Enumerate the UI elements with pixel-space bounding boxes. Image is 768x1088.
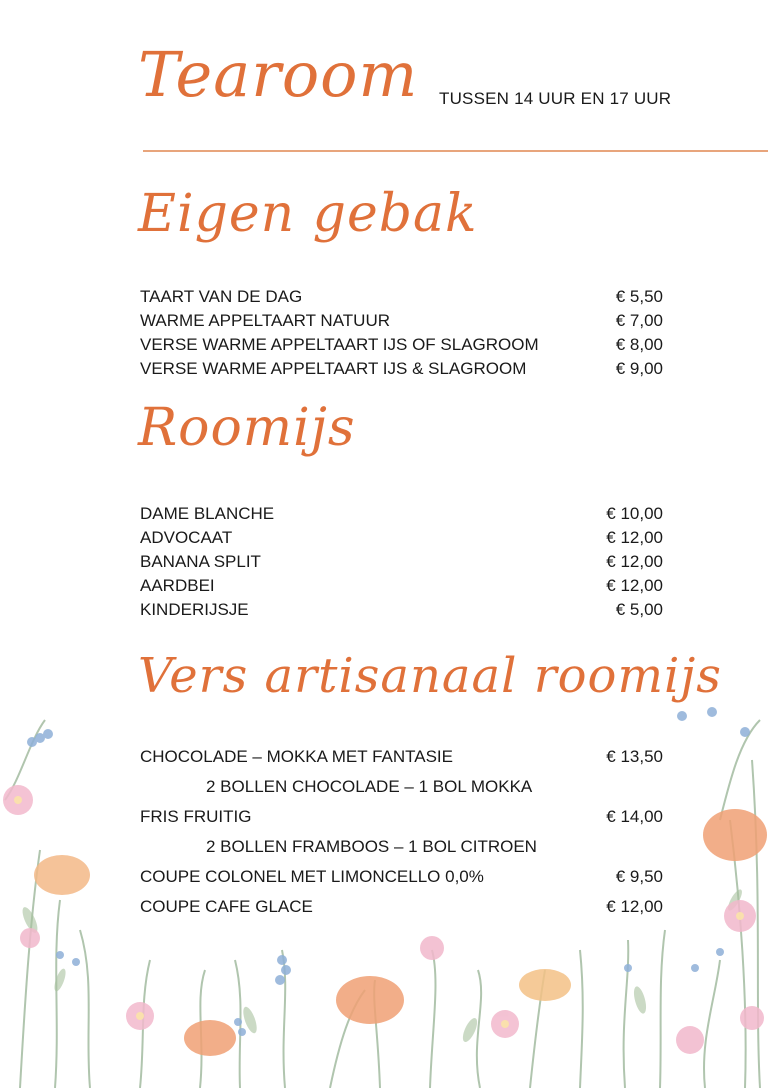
item-price: € 12,00 xyxy=(606,897,663,916)
item-name: WARME APPELTAART NATUUR xyxy=(140,311,391,330)
item-name: KINDERIJSJE xyxy=(140,600,249,619)
item-description: 2 BOLLEN FRAMBOOS – 1 BOL CITROEN xyxy=(206,837,537,856)
section-title-vers-artisanaal-roomijs: Vers artisanaal roomijs xyxy=(138,648,722,704)
item-price: € 12,00 xyxy=(606,552,663,571)
item-name: FRIS FRUITIG xyxy=(140,807,252,826)
menu-item xyxy=(140,285,663,309)
menu-item xyxy=(140,742,663,772)
page-title: Tearoom xyxy=(138,38,419,111)
menu-item-description xyxy=(140,772,663,802)
item-price: € 10,00 xyxy=(606,504,663,523)
item-name: COUPE CAFE GLACE xyxy=(140,897,313,916)
item-name: VERSE WARME APPELTAART IJS & SLAGROOM xyxy=(140,359,527,378)
menu-item xyxy=(140,309,663,333)
menu-item xyxy=(140,502,663,526)
header-divider xyxy=(143,150,768,152)
menu-item xyxy=(140,598,663,622)
item-name: VERSE WARME APPELTAART IJS OF SLAGROOM xyxy=(140,335,539,354)
item-price: € 5,00 xyxy=(615,600,663,619)
menu-item xyxy=(140,526,663,550)
item-name: DAME BLANCHE xyxy=(140,504,275,523)
item-description: 2 BOLLEN CHOCOLADE – 1 BOL MOKKA xyxy=(206,777,533,796)
item-price: € 12,00 xyxy=(606,576,663,595)
item-price: € 13,50 xyxy=(606,747,663,766)
item-name: COUPE COLONEL MET LIMONCELLO 0,0% xyxy=(140,867,484,886)
item-price: € 9,00 xyxy=(615,359,663,378)
menu-list-eigen-gebak xyxy=(140,285,663,381)
item-price: € 14,00 xyxy=(606,807,663,826)
menu-list-roomijs xyxy=(140,502,663,622)
section-title-eigen-gebak: Eigen gebak xyxy=(138,184,478,244)
item-price: € 8,00 xyxy=(615,335,663,354)
menu-item-description xyxy=(140,832,663,862)
item-name: AARDBEI xyxy=(140,576,215,595)
menu-item xyxy=(140,357,663,381)
menu-item xyxy=(140,892,663,922)
item-price: € 9,50 xyxy=(615,867,663,886)
menu-item xyxy=(140,550,663,574)
menu-item xyxy=(140,862,663,892)
opening-hours: TUSSEN 14 UUR EN 17 UUR xyxy=(439,89,672,108)
section-title-roomijs: Roomijs xyxy=(138,398,356,458)
menu-list-artisanaal xyxy=(140,742,663,922)
item-name: CHOCOLADE – MOKKA MET FANTASIE xyxy=(140,747,453,766)
menu-item xyxy=(140,333,663,357)
item-name: BANANA SPLIT xyxy=(140,552,261,571)
menu-item xyxy=(140,574,663,598)
item-price: € 7,00 xyxy=(615,311,663,330)
item-price: € 12,00 xyxy=(606,528,663,547)
menu-item xyxy=(140,802,663,832)
item-price: € 5,50 xyxy=(615,287,663,306)
item-name: TAART VAN DE DAG xyxy=(140,287,303,306)
item-name: ADVOCAAT xyxy=(140,528,233,547)
